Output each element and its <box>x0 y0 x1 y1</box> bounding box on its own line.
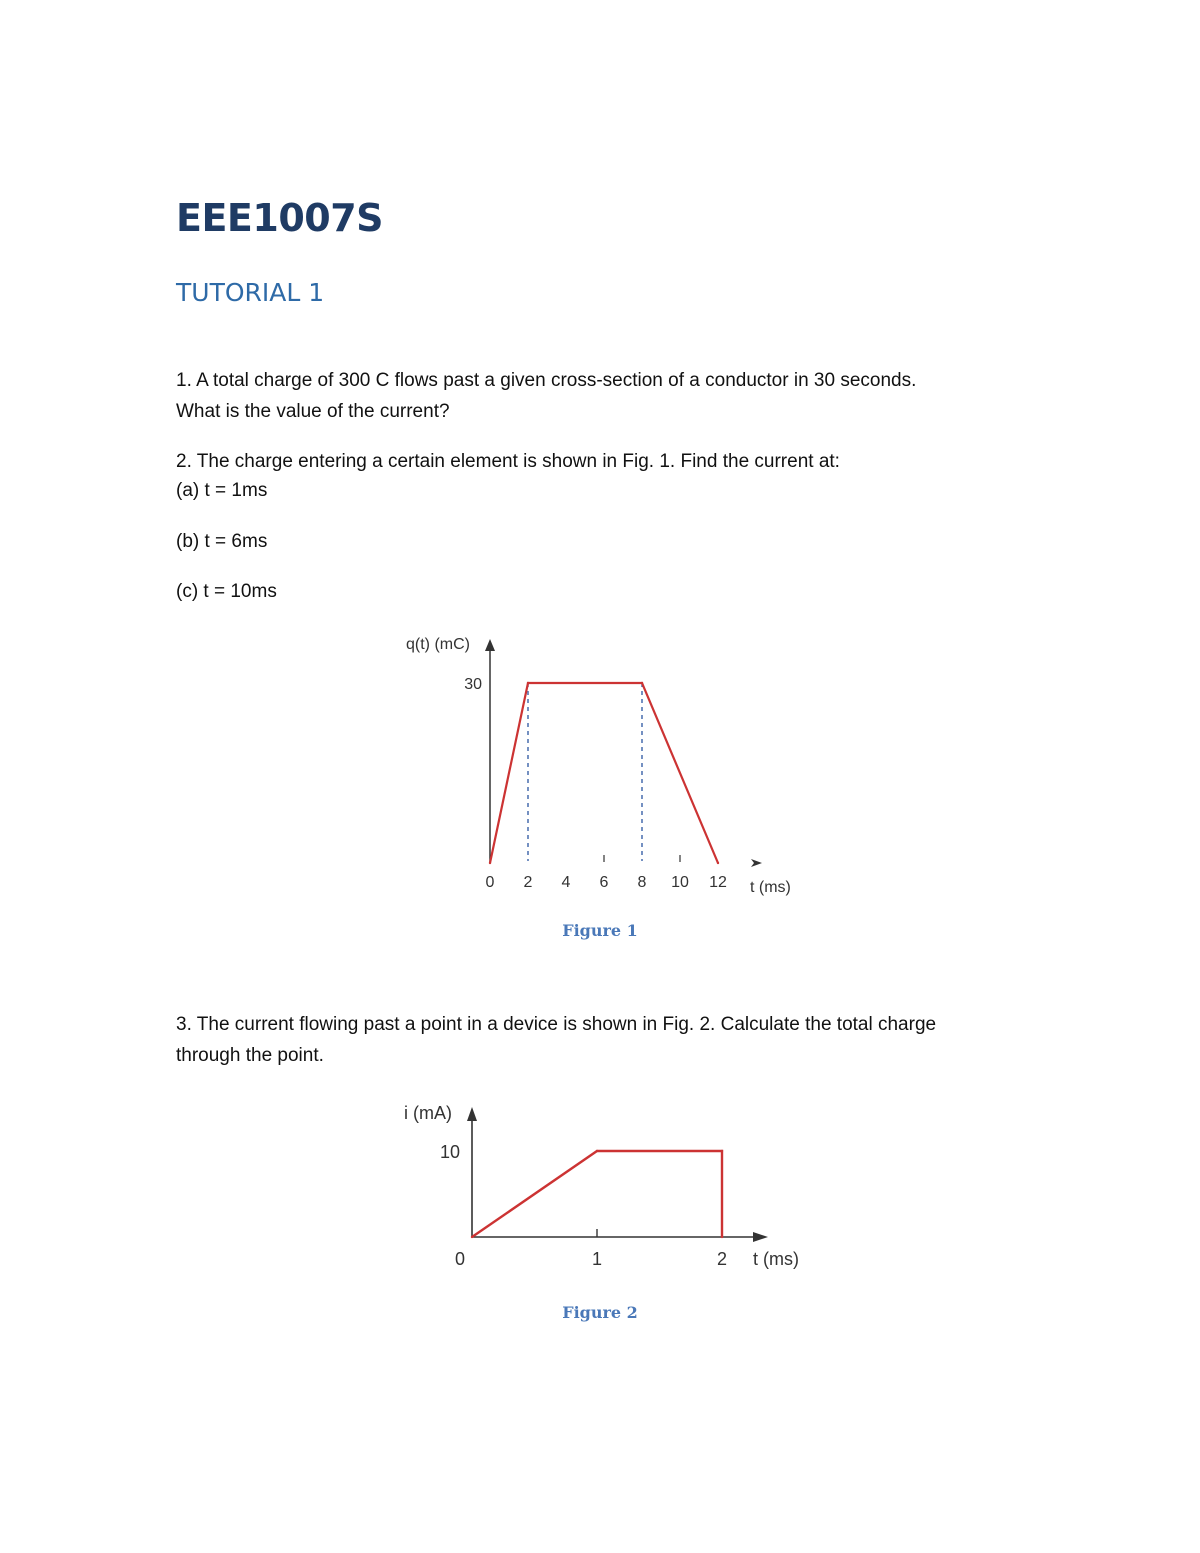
figure-2-caption: Figure 2 <box>562 1303 638 1322</box>
y-axis-arrow-icon <box>485 639 495 651</box>
figure-1 <box>395 625 815 905</box>
y-axis-label: i (mA) <box>404 1103 452 1123</box>
question-2-line-1: 2. The charge entering a certain element is shown in Fig. 1. Find the current at: <box>176 451 840 472</box>
question-3-line-1: 3. The current flowing past a point in a device is shown in Fig. 2. Calculate the total charge <box>176 1014 937 1035</box>
figure-2 <box>395 1095 815 1285</box>
charge-curve <box>490 683 718 863</box>
x-tick-label: 1 <box>591 1249 603 1269</box>
figure-1-caption: Figure 1 <box>562 921 638 940</box>
data-point <box>721 1150 723 1152</box>
data-point <box>721 1236 723 1238</box>
question-2-part-c: (c) t = 10ms <box>176 581 277 602</box>
y-axis-arrow-icon <box>467 1107 477 1121</box>
data-point <box>489 862 491 864</box>
figure-2-chart <box>395 1095 815 1285</box>
data-point <box>641 682 643 684</box>
current-curve <box>472 1151 722 1237</box>
x-tick-label: 10 <box>671 874 689 891</box>
data-point <box>717 862 719 864</box>
y-axis-label: q(t) (mC) <box>406 636 470 653</box>
page-subtitle: TUTORIAL 1 <box>176 278 325 307</box>
question-1-line-1: 1. A total charge of 300 C flows past a given cross-section of a conductor in 30 seconds. <box>176 370 917 391</box>
x-tick-label: 6 <box>599 874 609 891</box>
figure-1-chart <box>395 625 815 905</box>
x-axis-arrow-icon <box>751 859 762 867</box>
y-tick-label: 30 <box>464 676 482 693</box>
x-tick-label: 0 <box>454 1249 466 1269</box>
question-1-line-2: What is the value of the current? <box>176 401 450 422</box>
x-tick-label: 12 <box>709 874 727 891</box>
x-tick-label: 2 <box>716 1249 728 1269</box>
x-axis-label: t (ms) <box>753 1249 799 1269</box>
x-tick-label: 0 <box>485 874 495 891</box>
x-tick-label: 8 <box>637 874 647 891</box>
data-point <box>471 1236 473 1238</box>
question-3-line-2: through the point. <box>176 1045 324 1066</box>
page-title: EEE1007S <box>176 196 384 240</box>
question-2-part-b: (b) t = 6ms <box>176 531 268 552</box>
data-point <box>596 1150 598 1152</box>
x-axis-label: t (ms) <box>750 879 791 896</box>
x-tick-label: 4 <box>561 874 571 891</box>
y-tick-label: 10 <box>439 1142 460 1162</box>
data-point <box>527 682 529 684</box>
question-2-part-a: (a) t = 1ms <box>176 480 268 501</box>
x-axis-arrow-icon <box>753 1232 768 1242</box>
x-tick-label: 2 <box>523 874 533 891</box>
